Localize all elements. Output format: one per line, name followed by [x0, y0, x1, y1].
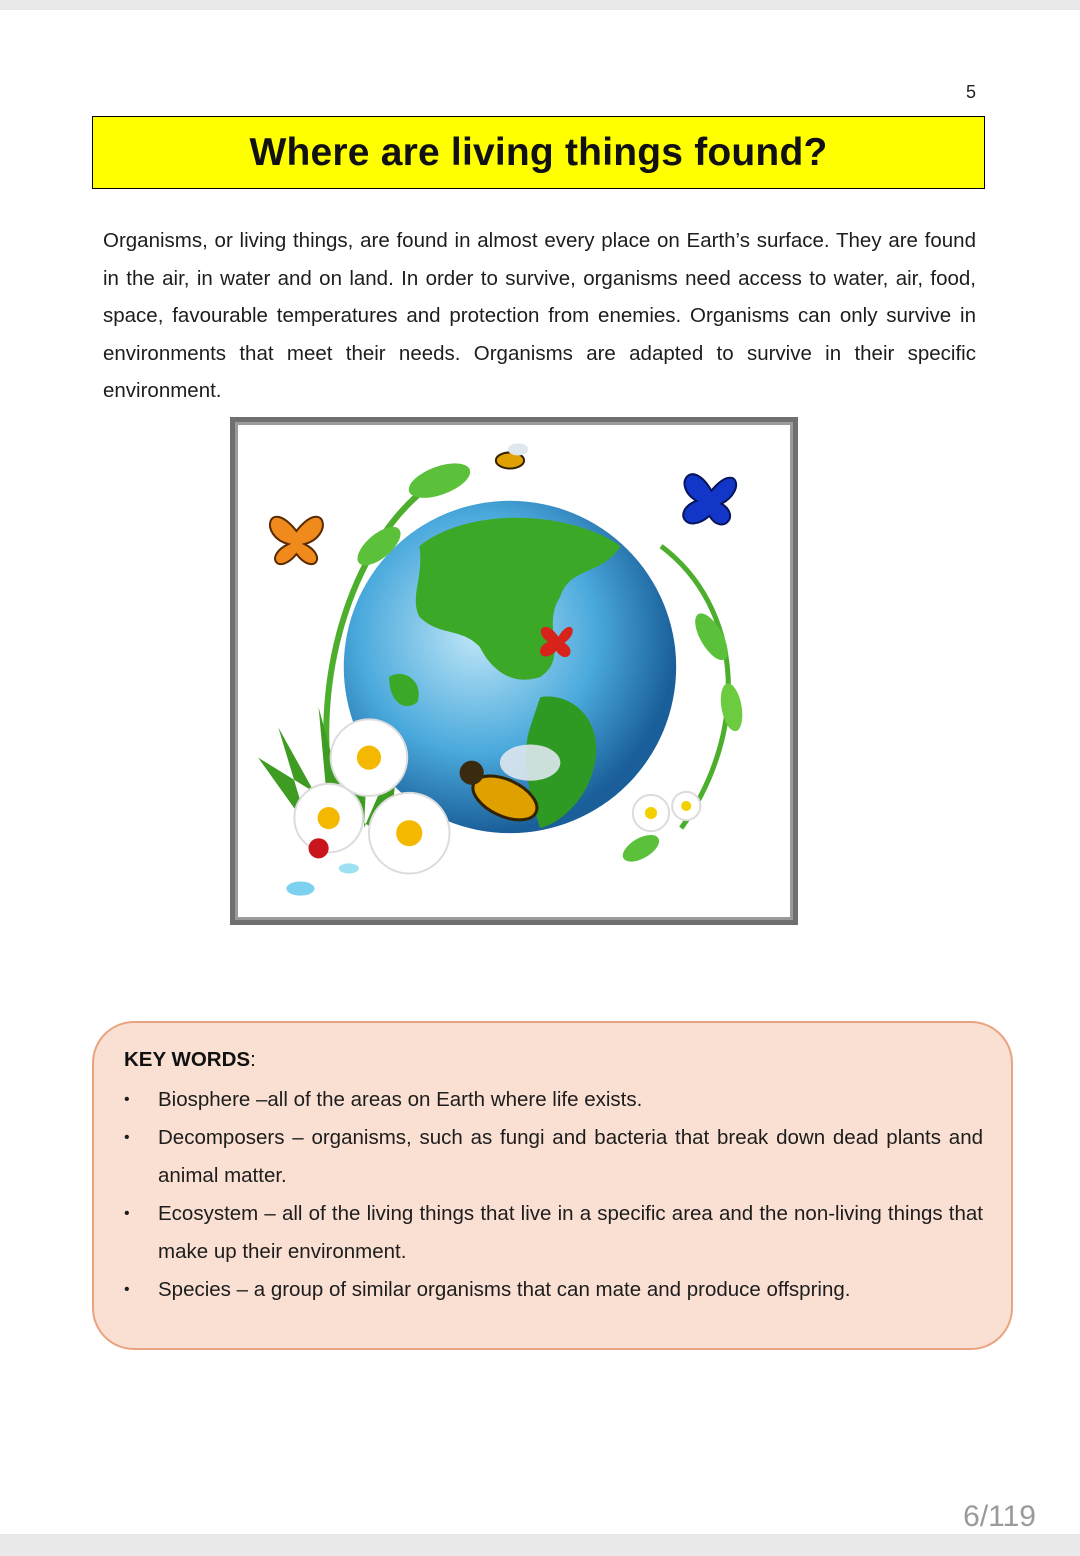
bee-small [496, 443, 528, 468]
key-word-item: • Biosphere –all of the areas on Earth where life exists. [124, 1081, 983, 1119]
earth-life-illustration [238, 425, 790, 917]
earth-illustration [235, 422, 793, 920]
document-page [0, 10, 1080, 1534]
bullet-icon: • [124, 1205, 130, 1222]
key-words-list [124, 1081, 983, 1309]
bullet-icon: • [124, 1281, 130, 1298]
key-word-item: • Decomposers – organisms, such as fungi and bacteria that break down dead plants and animal matter. [124, 1119, 983, 1195]
ladybug [309, 838, 329, 858]
key-word-item: • Species – a group of similar organisms that can mate and produce offspring. [124, 1271, 983, 1309]
title-banner [92, 116, 985, 189]
bullet-icon: • [124, 1091, 130, 1108]
earth-illustration-frame [230, 417, 798, 925]
key-words-heading: KEY WORDS: [124, 1048, 256, 1071]
bullet-icon: • [124, 1129, 130, 1146]
key-words-box [92, 1021, 1013, 1350]
page-number: 5 [965, 82, 976, 102]
blue-butterfly [683, 474, 736, 524]
intro-paragraph: Organisms, or living things, are found in almost every place on Earth’s surface. They are found in the air, in water and on land. In order to survive, organisms need access to water, air, food, space, favourable temperatures and protection from enemies. Organisms can only survive in environments that meet their needs. Organisms are adapted to survive in their specific environment. [103, 229, 976, 402]
page-counter: 6/119 [963, 1500, 1036, 1533]
orange-butterfly [270, 517, 323, 564]
water-drop [286, 882, 314, 896]
key-word-item: • Ecosystem – all of the living things that live in a specific area and the non-living things that make up their environment. [124, 1195, 983, 1271]
page-title: Where are living things found? [249, 130, 828, 174]
